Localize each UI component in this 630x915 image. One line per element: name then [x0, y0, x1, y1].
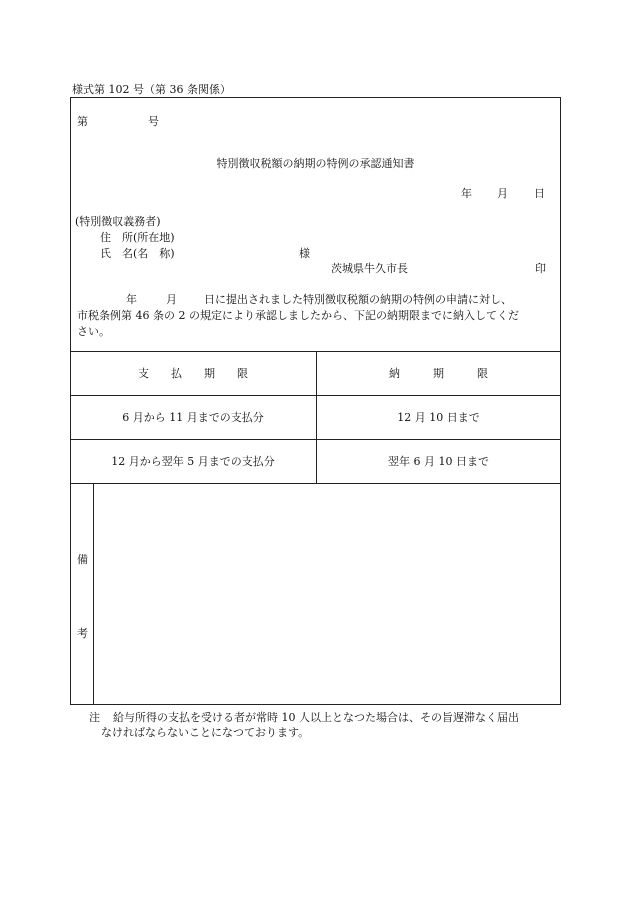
issuer-name: 茨城県牛久市長 — [331, 262, 408, 275]
remarks-field[interactable] — [94, 484, 560, 704]
recipient-label: (特別徴収義務者) — [75, 215, 161, 228]
date-day: 日 — [534, 187, 545, 200]
remarks-char-1: 備 — [77, 553, 88, 566]
document-title: 特別徴収税額の納期の特例の承認通知書 — [216, 157, 415, 170]
form-number: 様式第 102 号（第 36 条関係） — [72, 83, 231, 96]
row1-deadline: 12 月 10 日まで — [397, 411, 480, 424]
row2-period: 12 月から翌年 5 月までの支払分 — [111, 455, 275, 468]
note-line2: なければならないことになつております。 — [101, 726, 310, 739]
body-line1: 日に提出されました特別徴収税額の納期の特例の申請に対し、 — [204, 293, 512, 306]
row2-deadline: 翌年 6 月 10 日まで — [388, 455, 489, 468]
body-year: 年 — [126, 293, 137, 306]
body-line2: 市税条例第 46 条の 2 の規定により承認しましたから、下記の納期限までに納入してくだ — [77, 309, 519, 322]
seal-mark: 印 — [535, 262, 546, 275]
address-label: 住 所(所在地) — [100, 231, 175, 244]
remarks-char-2: 考 — [77, 627, 88, 640]
note-line1: 給与所得の支払を受ける者が常時 10 人以上となつた場合は、その旨遅滞なく届出 — [113, 711, 519, 724]
date-year: 年 — [461, 187, 472, 200]
honorific: 様 — [299, 247, 310, 260]
body-line3: さい。 — [77, 325, 110, 338]
header-payment-period: 支 払 期 限 — [138, 367, 248, 380]
number-prefix: 第 — [77, 115, 88, 128]
number-suffix: 号 — [148, 115, 159, 128]
body-month: 月 — [166, 293, 177, 306]
note-label: 注 — [89, 711, 100, 724]
header-payment-deadline: 納 期 限 — [389, 367, 488, 380]
row1-period: 6 月から 11 月までの支払分 — [122, 411, 264, 424]
date-month: 月 — [497, 187, 508, 200]
name-label: 氏 名(名 称) — [100, 247, 175, 260]
